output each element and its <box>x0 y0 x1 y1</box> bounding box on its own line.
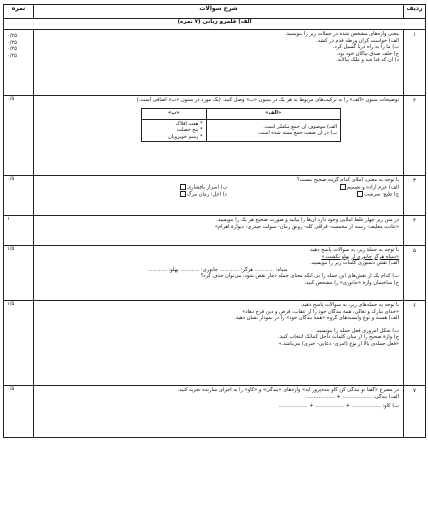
row-label: ردیف <box>404 5 426 19</box>
q1-score-d: ۰/۲۵ <box>7 52 17 59</box>
q1-body <box>34 30 404 96</box>
q7-b[interactable]: ب) کاو: .................. + .................. + .................. <box>278 403 399 410</box>
q1-score-a: ۰/۲۵ <box>7 33 17 39</box>
question-3 <box>4 176 426 216</box>
checkbox-d[interactable] <box>180 191 186 197</box>
q2-body <box>34 96 404 176</box>
col-a-item-1: الف) موصوف آن جمع مکسّر است. <box>263 123 337 130</box>
matching-table <box>141 108 341 143</box>
q1-score-b: ۰/۲۵ <box>7 39 17 46</box>
q4-score-cell <box>4 216 34 246</box>
q2-intro: توضیحات ستون «الف» را به ترکیب‌های مربوط به هر یک در ستون «ب» وصل کنید. (یک مورد در ستون «ب» اضافی است.) <box>136 97 399 103</box>
q4-number: ۴ <box>404 216 426 246</box>
q1-number: ۱ <box>404 30 426 96</box>
col-b-header: «ب» <box>142 108 207 119</box>
q1-d: د) آن که فنا شد و ملک بیالاید. <box>336 57 399 64</box>
q2-score-cell <box>4 96 34 176</box>
col-b-item-1: * هفت افلاک <box>175 120 203 127</box>
q6-b: ب) شکل امروزی فعل جمله را بنویسید. <box>315 327 399 334</box>
q3-option-c[interactable]: ج) طبع: سرشت <box>356 191 399 198</box>
q7-body <box>34 386 404 438</box>
q1-scores <box>4 30 34 96</box>
question-1 <box>4 30 426 96</box>
q1-score-c: ۰/۲۵ <box>7 46 17 53</box>
checkbox-b[interactable] <box>180 184 186 190</box>
checkbox-c[interactable] <box>357 191 363 197</box>
checkbox-a[interactable] <box>340 184 346 190</box>
header-title: شرح سوالات <box>34 5 404 19</box>
q4-score: ۱ <box>7 216 10 222</box>
q3-intro: با توجه به معنی، املای کدام گزینه صحیح نیست؟ <box>296 177 399 183</box>
q6-score-cell <box>4 301 34 386</box>
q1-c: ج) خلف صدق نیاکان خود بود. <box>336 50 399 57</box>
q5-score: ۱/۵ <box>7 246 15 252</box>
exam-table <box>3 4 426 438</box>
q7-number: ۷ <box>404 386 426 438</box>
q1-b: ب) ما را به راه دریا گسیل کرد. <box>332 44 399 51</box>
section-row <box>4 19 426 30</box>
q6-intro: با توجه به جمله‌های زیر، به سوالات پاسخ دهید. <box>300 302 399 308</box>
question-4 <box>4 216 426 246</box>
q3-body <box>34 176 404 216</box>
q5-body <box>34 246 404 301</box>
q4-intro: در متن زیر چهار غلط املایی وجود دارد آن‌ها را بیابید و صورت صحیح هر یک را بنویسید. <box>216 217 399 223</box>
q1-intro: معنی واژه‌های مشخص شده در جملات زیر را بنویسید. <box>284 31 399 37</box>
q7-score-cell <box>4 386 34 438</box>
col-b-item-3: * رسم خوبرویان <box>168 133 203 140</box>
q5-score-cell <box>4 246 34 301</box>
q5-a: الف) نقش دستوری کلمات زیر را بنویسید. <box>310 260 399 267</box>
q2-number: ۲ <box>404 96 426 176</box>
q2-score: ۰/۵ <box>7 96 15 102</box>
q6-a: الف) هسته و نوع وابسته‌های گروه «همهٔ بندگان خود» را در نمودار نشان دهید. <box>234 315 399 322</box>
q7-intro: در مصرع «گفتا تو بندگی کن کاو بنده‌پرور آید» واژه‌های «بندگی» و «کاو» را به اجزای سازنده تجزیه کنید. <box>177 387 399 393</box>
q7-score: ۰/۵ <box>7 386 15 392</box>
q5-c: ج) ساختمان واژهٔ «جانوری» را مشخص کنید. <box>304 280 399 287</box>
q5-number: ۵ <box>404 246 426 301</box>
q6-c: ج) واژهٔ صحیح را از میان کلمات داخل کمانک انتخاب کنید. <box>277 334 399 341</box>
q3-score-cell <box>4 176 34 216</box>
col-a-item-2: ب) در آن صفت جمع بسته شده است. <box>257 130 337 137</box>
q3-options-row-1 <box>179 184 399 191</box>
header-row <box>4 5 426 19</box>
question-7 <box>4 386 426 438</box>
question-2 <box>4 96 426 176</box>
q5-fill-blanks[interactable]: سیاه: ............ هرگز: ............ جانوری: ............ پهلو: ............ <box>147 266 288 273</box>
q3-option-d[interactable]: د) اجل: زمان مرگ <box>179 191 227 198</box>
q3-score: ۰/۵ <box>7 176 15 182</box>
q1-a: الف) خواست کزان ورطه قدم در کشد. <box>316 37 399 44</box>
q6-d: «فعل جمله‌ی بالا از نوع (امری- دعایی- خبری) می‌باشد.» <box>278 341 399 348</box>
q6-body <box>34 301 404 386</box>
q4-body <box>34 216 404 246</box>
q7-a[interactable]: الف) بندگی: .................. + .................. <box>305 393 399 400</box>
q4-text: «عادت معلیف- رسته از مخمسه- فراقی کله- رونق زمان- سولت حیدری- دیوارهٔ اهرام» <box>214 223 399 230</box>
q3-option-b[interactable]: ب) اسرار پافشاری <box>179 184 227 191</box>
col-a-header: «الف» <box>206 108 340 119</box>
q6-number: ۶ <box>404 301 426 386</box>
q3-number: ۳ <box>404 176 426 216</box>
q6-quote: «خدای تبارک و تعالی، همهٔ بندگان خود را از عقاب، قرض و دین فرج دهاد» <box>242 308 399 315</box>
question-5 <box>4 246 426 301</box>
question-6 <box>4 301 426 386</box>
q3-options-row-2 <box>179 191 399 198</box>
section-a-title: الف) قلمرو زبانی (۷ نمره) <box>4 19 426 30</box>
q5-b: ب) کدام یک از نقش‌های این جمله را بی آنکه معنای جمله دچار نقص شود، می‌توان حذف کرد؟ <box>200 273 399 280</box>
col-b-item-2: * پنج خصلت <box>176 127 203 134</box>
q6-score: ۱/۵ <box>7 301 15 307</box>
q5-intro: با توجه به جملهٔ زیر، به سوالات پاسخ دهید. <box>308 247 399 253</box>
q3-option-a[interactable]: الف) عزم اراده و تصمیم <box>339 184 399 191</box>
q5-quote: «سیاه هرگز جانوری از پهلو نکشت.» <box>321 253 399 260</box>
score-label: نمره <box>4 5 34 19</box>
